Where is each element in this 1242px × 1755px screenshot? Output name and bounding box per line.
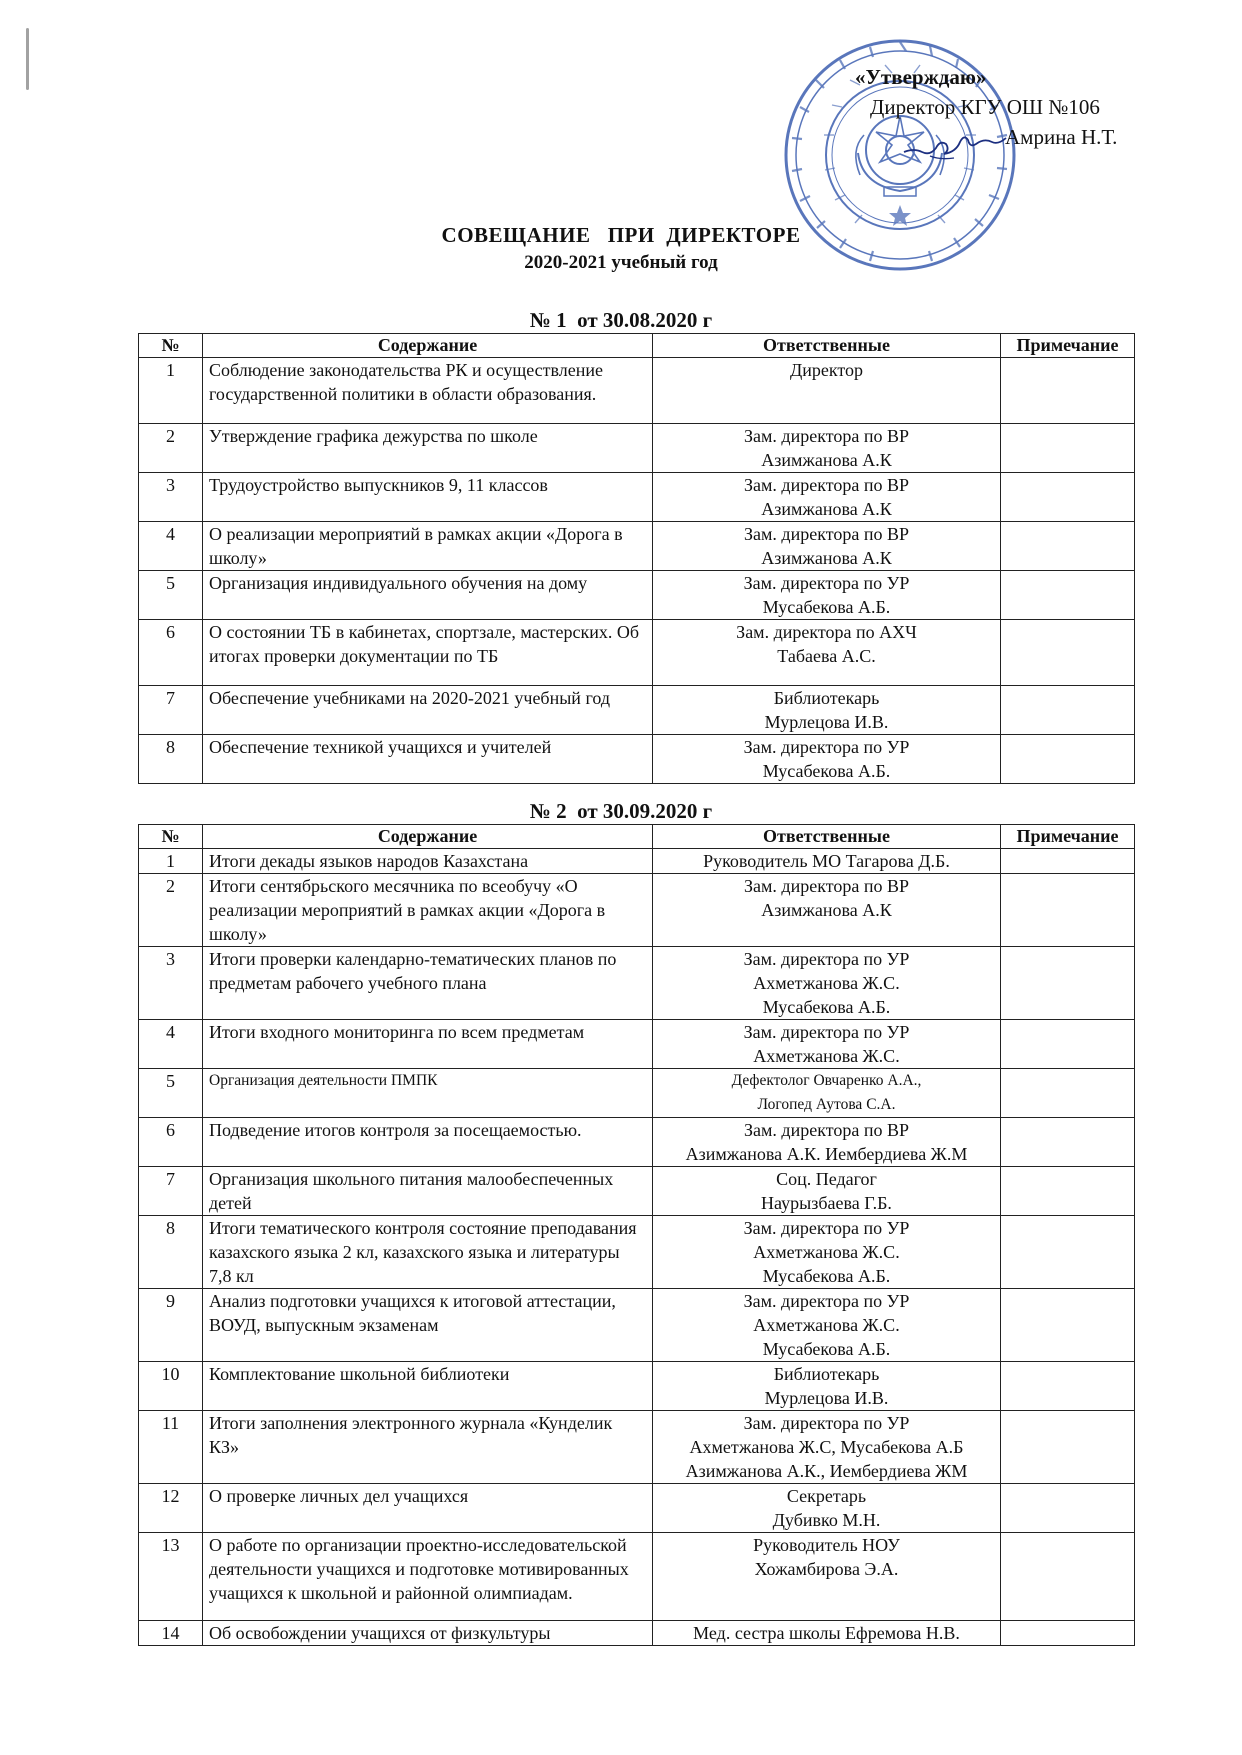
table-row bbox=[139, 874, 1135, 947]
table-row bbox=[139, 686, 1135, 735]
row-number: 2 bbox=[139, 424, 203, 473]
row-note bbox=[1001, 849, 1135, 874]
row-note bbox=[1001, 1069, 1135, 1118]
row-content: Итоги входного мониторинга по всем предметам bbox=[203, 1020, 653, 1069]
row-responsible: Секретарь Дубивко М.Н. bbox=[653, 1484, 1001, 1533]
meeting-heading-1: № 1 от 30.08.2020 г bbox=[529, 308, 713, 332]
row-note bbox=[1001, 1411, 1135, 1484]
row-note bbox=[1001, 571, 1135, 620]
column-header-responsible: Ответственные bbox=[653, 334, 1001, 358]
row-content: Итоги заполнения электронного журнала «Кунделик КЗ» bbox=[203, 1411, 653, 1484]
row-responsible: Зам. директора по УР Ахметжанова Ж.С. bbox=[653, 1020, 1001, 1069]
row-number: 8 bbox=[139, 1216, 203, 1289]
row-responsible: Зам. директора по УР Ахметжанова Ж.С. Мусабекова А.Б. bbox=[653, 947, 1001, 1020]
row-content: Анализ подготовки учащихся к итоговой аттестации, ВОУД, выпускным экзаменам bbox=[203, 1289, 653, 1362]
row-note bbox=[1001, 947, 1135, 1020]
row-number: 2 bbox=[139, 874, 203, 947]
agenda-body-2 bbox=[139, 849, 1135, 1646]
row-note bbox=[1001, 473, 1135, 522]
document-title: СОВЕЩАНИЕ ПРИ ДИРЕКТОРЕ bbox=[441, 223, 801, 247]
row-note bbox=[1001, 1362, 1135, 1411]
table-row bbox=[139, 1118, 1135, 1167]
row-content: Обеспечение учебниками на 2020-2021 учебный год bbox=[203, 686, 653, 735]
row-note bbox=[1001, 1621, 1135, 1646]
row-number: 3 bbox=[139, 947, 203, 1020]
column-header-responsible: Ответственные bbox=[653, 825, 1001, 849]
row-note bbox=[1001, 1020, 1135, 1069]
table-row bbox=[139, 424, 1135, 473]
row-responsible: Зам. директора по ВР Азимжанова А.К bbox=[653, 424, 1001, 473]
table-row bbox=[139, 1216, 1135, 1289]
row-content: Итоги сентябрьского месячника по всеобучу «О реализации мероприятий в рамках акции «Дорога в школу» bbox=[203, 874, 653, 947]
row-note bbox=[1001, 424, 1135, 473]
row-responsible: Зам. директора по ВР Азимжанова А.К bbox=[653, 522, 1001, 571]
row-number: 7 bbox=[139, 686, 203, 735]
column-header-note: Примечание bbox=[1001, 825, 1135, 849]
row-number: 14 bbox=[139, 1621, 203, 1646]
approval-name: Амрина Н.Т. bbox=[1005, 125, 1118, 149]
row-content: Итоги тематического контроля состояние преподавания казахского языка 2 кл, казахского языка и литературы 7,8 кл bbox=[203, 1216, 653, 1289]
row-responsible: Зам. директора по АХЧ Табаева А.С. bbox=[653, 620, 1001, 686]
row-responsible: Руководитель НОУ Хожамбирова Э.А. bbox=[653, 1533, 1001, 1621]
row-note bbox=[1001, 522, 1135, 571]
agenda-table-2 bbox=[138, 824, 1135, 1646]
row-responsible: Зам. директора по УР Ахметжанова Ж.С, Мусабекова А.Б Азимжанова А.К., Иембердиева ЖМ bbox=[653, 1411, 1001, 1484]
academic-year: 2020-2021 учебный год bbox=[524, 252, 718, 273]
table-row bbox=[139, 571, 1135, 620]
row-responsible: Директор bbox=[653, 358, 1001, 424]
row-responsible: Зам. директора по ВР Азимжанова А.К. Иембердиева Ж.М bbox=[653, 1118, 1001, 1167]
scan-artifact bbox=[26, 28, 29, 90]
row-content: Соблюдение законодательства РК и осуществление государственной политики в области образования. bbox=[203, 358, 653, 424]
row-note bbox=[1001, 874, 1135, 947]
row-number: 11 bbox=[139, 1411, 203, 1484]
row-note bbox=[1001, 1167, 1135, 1216]
table-row bbox=[139, 1621, 1135, 1646]
table-row bbox=[139, 947, 1135, 1020]
table-header-row bbox=[139, 334, 1135, 358]
row-responsible: Зам. директора по ВР Азимжанова А.К bbox=[653, 874, 1001, 947]
row-number: 9 bbox=[139, 1289, 203, 1362]
row-responsible: Руководитель МО Тагарова Д.Б. bbox=[653, 849, 1001, 874]
table-row bbox=[139, 358, 1135, 424]
row-number: 5 bbox=[139, 1069, 203, 1118]
row-content: Итоги декады языков народов Казахстана bbox=[203, 849, 653, 874]
table-row bbox=[139, 1289, 1135, 1362]
table-row bbox=[139, 1533, 1135, 1621]
row-responsible: Мед. сестра школы Ефремова Н.В. bbox=[653, 1621, 1001, 1646]
row-content: Организация индивидуального обучения на дому bbox=[203, 571, 653, 620]
table-row bbox=[139, 1411, 1135, 1484]
row-content: Трудоустройство выпускников 9, 11 классов bbox=[203, 473, 653, 522]
row-content: Итоги проверки календарно-тематических планов по предметам рабочего учебного плана bbox=[203, 947, 653, 1020]
table-row bbox=[139, 522, 1135, 571]
row-note bbox=[1001, 735, 1135, 784]
row-responsible: Библиотекарь Мурлецова И.В. bbox=[653, 1362, 1001, 1411]
row-responsible: Зам. директора по УР Мусабекова А.Б. bbox=[653, 571, 1001, 620]
table-row bbox=[139, 1020, 1135, 1069]
agenda-body-1 bbox=[139, 358, 1135, 784]
row-number: 4 bbox=[139, 522, 203, 571]
row-number: 5 bbox=[139, 571, 203, 620]
meeting-heading-2: № 2 от 30.09.2020 г bbox=[529, 799, 713, 823]
row-responsible: Зам. директора по ВР Азимжанова А.К bbox=[653, 473, 1001, 522]
row-content: Организация школьного питания малообеспеченных детей bbox=[203, 1167, 653, 1216]
approval-title: «Утверждаю» bbox=[855, 65, 987, 89]
row-number: 6 bbox=[139, 1118, 203, 1167]
row-responsible: Соц. Педагог Наурызбаева Г.Б. bbox=[653, 1167, 1001, 1216]
row-note bbox=[1001, 358, 1135, 424]
row-note bbox=[1001, 686, 1135, 735]
row-content: О работе по организации проектно-исследовательской деятельности учащихся и подготовке мотивированных учащихся к школьной и районной олимпиадам. bbox=[203, 1533, 653, 1621]
row-responsible: Зам. директора по УР Ахметжанова Ж.С. Мусабекова А.Б. bbox=[653, 1289, 1001, 1362]
row-responsible: Зам. директора по УР Ахметжанова Ж.С. Мусабекова А.Б. bbox=[653, 1216, 1001, 1289]
signature-icon bbox=[900, 118, 1010, 164]
row-number: 1 bbox=[139, 358, 203, 424]
table-row bbox=[139, 849, 1135, 874]
row-note bbox=[1001, 620, 1135, 686]
table-row bbox=[139, 735, 1135, 784]
column-header-num: № bbox=[139, 825, 203, 849]
row-content: О состоянии ТБ в кабинетах, спортзале, мастерских. Об итогах проверки документации по ТБ bbox=[203, 620, 653, 686]
row-note bbox=[1001, 1533, 1135, 1621]
row-responsible: Библиотекарь Мурлецова И.В. bbox=[653, 686, 1001, 735]
table-header-row bbox=[139, 825, 1135, 849]
row-number: 13 bbox=[139, 1533, 203, 1621]
row-note bbox=[1001, 1484, 1135, 1533]
row-responsible: Дефектолог Овчаренко А.А., Логопед Аутова С.А. bbox=[653, 1069, 1001, 1118]
table-row bbox=[139, 1362, 1135, 1411]
row-content: Об освобождении учащихся от физкультуры bbox=[203, 1621, 653, 1646]
column-header-note: Примечание bbox=[1001, 334, 1135, 358]
row-content: Утверждение графика дежурства по школе bbox=[203, 424, 653, 473]
row-number: 7 bbox=[139, 1167, 203, 1216]
row-content: Комплектование школьной библиотеки bbox=[203, 1362, 653, 1411]
row-content: О реализации мероприятий в рамках акции «Дорога в школу» bbox=[203, 522, 653, 571]
row-number: 3 bbox=[139, 473, 203, 522]
agenda-table-1 bbox=[138, 333, 1135, 784]
table-row bbox=[139, 1484, 1135, 1533]
row-number: 6 bbox=[139, 620, 203, 686]
table-row bbox=[139, 620, 1135, 686]
row-number: 10 bbox=[139, 1362, 203, 1411]
approval-position: Директор КГУ ОШ №106 bbox=[870, 95, 1100, 119]
table-row bbox=[139, 473, 1135, 522]
row-number: 12 bbox=[139, 1484, 203, 1533]
row-number: 4 bbox=[139, 1020, 203, 1069]
row-responsible: Зам. директора по УР Мусабекова А.Б. bbox=[653, 735, 1001, 784]
column-header-num: № bbox=[139, 334, 203, 358]
table-row bbox=[139, 1167, 1135, 1216]
row-content: Организация деятельности ПМПК bbox=[203, 1069, 653, 1118]
row-note bbox=[1001, 1118, 1135, 1167]
row-content: О проверке личных дел учащихся bbox=[203, 1484, 653, 1533]
row-number: 1 bbox=[139, 849, 203, 874]
row-content: Подведение итогов контроля за посещаемостью. bbox=[203, 1118, 653, 1167]
table-row bbox=[139, 1069, 1135, 1118]
row-note bbox=[1001, 1216, 1135, 1289]
column-header-content: Содержание bbox=[203, 825, 653, 849]
row-content: Обеспечение техникой учащихся и учителей bbox=[203, 735, 653, 784]
column-header-content: Содержание bbox=[203, 334, 653, 358]
row-note bbox=[1001, 1289, 1135, 1362]
row-number: 8 bbox=[139, 735, 203, 784]
